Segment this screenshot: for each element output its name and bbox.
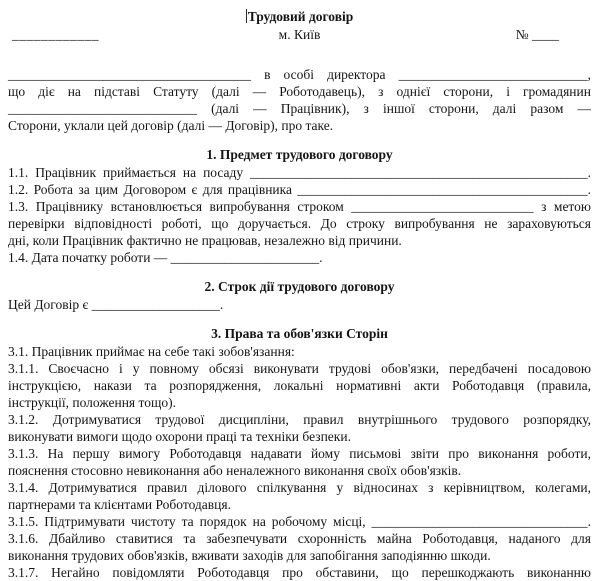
- section-1-body: [8, 164, 591, 266]
- clause-3-1-1-cont: інструкцією, накази та розпорядження, локальні нормативні акти Роботодавця (правила,: [8, 378, 591, 393]
- section-2-body: [8, 296, 591, 313]
- text-cursor-caret: [246, 9, 247, 23]
- preamble-employee-blank-line[interactable]: ____________________________ (далі — Працівник), з іншої сторони, далі разом —: [8, 101, 591, 116]
- section-1-heading: 1. Предмет трудового договору: [206, 147, 393, 162]
- section-2-heading: 2. Строк дії трудового договору: [204, 279, 395, 294]
- clause-1-3-cont: дні, коли Працівник фактично не працював, незалежно від причини.: [8, 233, 402, 248]
- clause-1-3[interactable]: 1.3. Працівнику встановлюється випробування строком ___________________________ з метою: [8, 199, 591, 214]
- city-label: м. Київ: [278, 27, 321, 42]
- clause-1-4[interactable]: 1.4. Дата початку роботи — ______________________.: [8, 250, 323, 265]
- header-row: [8, 26, 591, 44]
- clause-3-1-6-cont: виконання трудових обов'язків, вживати заходів для запобігання заподіянню шкоди.: [8, 548, 491, 563]
- clause-3-1-2: 3.1.2. Дотримуватися трудової дисципліни, правил внутрішнього трудового розпорядку,: [8, 412, 591, 427]
- clause-3-1: 3.1. Працівник приймає на себе такі зобов'язання:: [8, 344, 295, 359]
- clause-3-1-2-cont: виконувати вимоги щодо охорони праці та техніки безпеки.: [8, 429, 351, 444]
- clause-3-1-1: 3.1.1. Своєчасно і у повному обсязі виконувати трудові обов'язки, передбачені посадовою: [8, 361, 591, 376]
- clause-3-1-3-cont: пояснення стосовно невиконання або неналежного виконання своїх обов'язків.: [8, 463, 462, 478]
- clause-3-1-1-cont: інструкції, положення тощо).: [8, 395, 176, 410]
- clause-3-1-3: 3.1.3. На першу вимогу Роботодавця надавати йому письмові звіти про виконання роботи,: [8, 446, 591, 461]
- clause-1-1[interactable]: 1.1. Працівник приймається на посаду __________________________________________________.: [8, 165, 591, 180]
- contract-number-blank[interactable]: № ____: [515, 27, 559, 42]
- clause-3-1-6: 3.1.6. Дбайливо ставитися та забезпечувати схоронність майна Роботодавця, наданого для: [8, 531, 591, 546]
- clause-1-2[interactable]: 1.2. Робота за цим Договором є для працівника ___________________________________________.: [8, 182, 591, 197]
- clause-3-1-7-clipped: 3.1.7. Негайно повідомляти Роботодавця про обставини, що перешкоджають виконанню: [8, 565, 591, 580]
- clause-3-1-5-blank-line[interactable]: 3.1.5. Підтримувати чистоту та порядок на робочому місці, ________________________________.: [8, 514, 591, 529]
- document-title: Трудовий договір: [247, 9, 354, 24]
- section-3-body: [8, 343, 591, 581]
- document-title-row: [8, 8, 591, 26]
- preamble-employer-blank-line[interactable]: ____________________________________ в особі директора ____________________________,: [8, 67, 591, 82]
- clause-2-term-blank-line[interactable]: Цей Договір є ___________________.: [8, 297, 224, 312]
- preamble: [8, 66, 591, 134]
- preamble-line: Сторони, уклали цей договір (далі — Договір), про таке.: [8, 118, 334, 133]
- date-blank-line[interactable]: ____________: [12, 27, 99, 42]
- clause-1-3-cont: перевірки відповідності роботі, що доручається. До строку випробування не зараховуються: [8, 216, 591, 231]
- preamble-line: що діє на підставі Статуту (далі — Роботодавець), з однієї сторони, і громадянин: [8, 84, 591, 99]
- section-3-heading: 3. Права та обов'язки Сторін: [211, 326, 388, 341]
- clause-3-1-4: 3.1.4. Дотримуватися правил ділового спілкування у відносинах з керівництвом, колегами,: [8, 480, 591, 495]
- clause-3-1-4-cont: партнерами та клієнтами Роботодавця.: [8, 497, 231, 512]
